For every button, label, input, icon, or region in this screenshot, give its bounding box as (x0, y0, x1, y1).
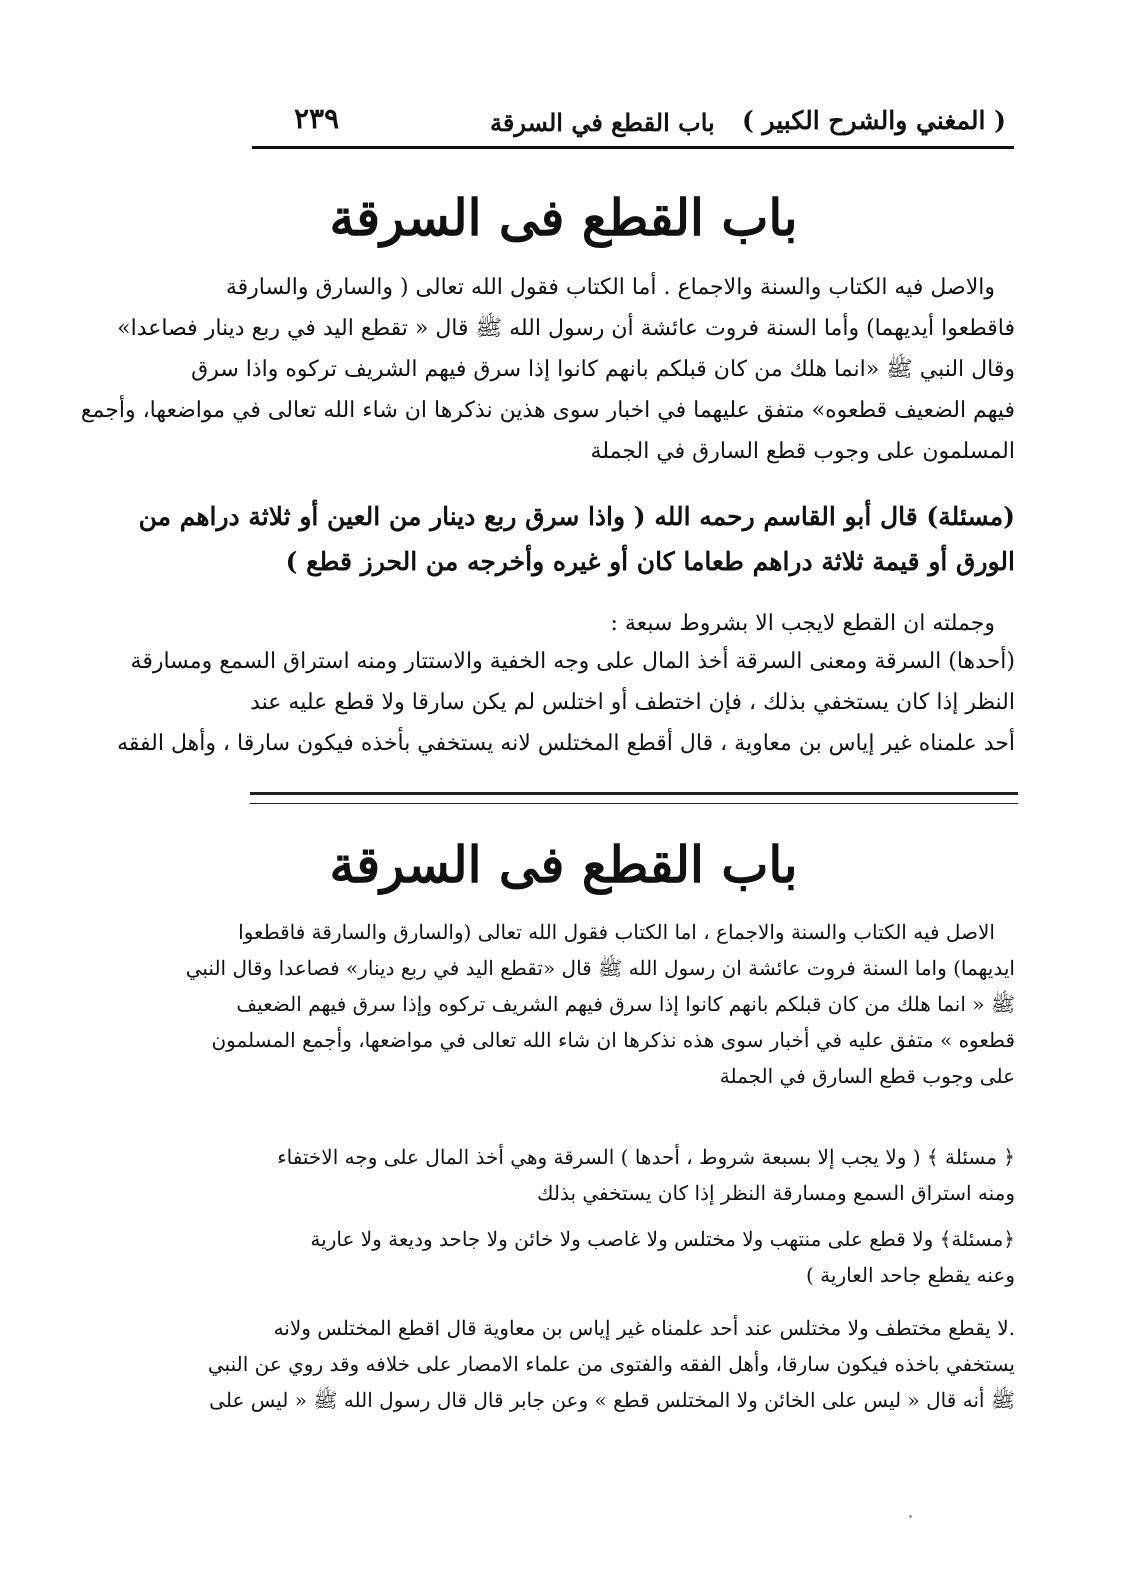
top-intro-line: والاصل فيه الكتاب والسنة والاجماع . أما الكتاب فقول الله تعالى ( والسارق والسارقة (225, 275, 995, 300)
bottom-intro-line: ايديهما) واما السنة فروت عائشة ان رسول الله ﷺ قال «تقطع اليد في ربع دينار» فصاعدا وقال النبي (185, 956, 1015, 980)
top-section-title: باب القطع فى السرقة (329, 188, 798, 247)
masala-one-line: ﴿ مسئلة ﴾ ( ولا يجب إلا بسبعة شروط ، أحدها ) السرقة وهي أخذ المال على وجه الاختفاء (277, 1145, 1015, 1169)
top-intro-line: المسلمون على وجوب قطع السارق في الجملة (590, 439, 1015, 464)
conditions-lead-paragraph (247, 603, 1015, 644)
top-masala-line: الورق أو قيمة ثلاثة دراهم طعاما كان أو غيره وأخرجه من الحرز قطع ) (285, 547, 1015, 576)
final-paragraph-line: يستخفي باخذه فيكون سارقا، وأهل الفقه والفتوى من علماء الامصار على خلافه وقد روي عن النبي (207, 1352, 1015, 1376)
chapter-title: باب القطع في السرقة (490, 108, 715, 137)
bottom-intro-line: الاصل فيه الكتاب والسنة والاجماع ، اما الكتاب فقول الله تعالى (والسارق والسارقة فاقطعوا (238, 920, 995, 944)
paper-speck (909, 1515, 912, 1518)
final-paragraph-line: ﷺ أنه قال « ليس على الخائن ولا المختلس قطع » وعن جابر قال قال رسول الله ﷺ « ليس على (209, 1388, 1015, 1412)
book-title: ( المغني والشرح الكبير ) (741, 106, 1006, 135)
masala-two-line: وعنه يقطع جاحد العارية ) (806, 1263, 1015, 1287)
bottom-intro-paragraph (185, 914, 1015, 1094)
section-divider (250, 792, 1018, 804)
bottom-intro-line: ﷺ « انما هلك من كان قبلكم بانهم كانوا إذا سرق فيهم الشريف تركوه وإذا سرق فيهم الضعيف (236, 992, 1015, 1016)
top-masala-bold (138, 494, 1015, 584)
masala-one-line: ومنه استراق السمع ومسارقة النظر إذا كان يستخفي بذلك (537, 1181, 1015, 1205)
running-header (252, 98, 1014, 149)
masala-two-line: ﴿مسئلة﴾ ولا قطع على منتهب ولا مختلس ولا غاصب ولا خائن ولا جاحد وديعة ولا عارية (310, 1227, 1015, 1251)
page-number: ٢٣٩ (294, 102, 340, 135)
top-intro-line: فيهم الضعيف قطعوه» متفق عليهما في اخبار سوى هذين نذكرها ان شاء الله تعالى في مواضعها، وأجمع (80, 398, 1015, 423)
bottom-final-paragraph (207, 1310, 1015, 1418)
first-condition-paragraph (117, 641, 1015, 764)
top-intro-line: فاقطعوا أيديهما) وأما السنة فروت عائشة أن رسول الله ﷺ قال « تقطع اليد في ربع دينار فصاعدا» (117, 316, 1015, 341)
bottom-masala-one (247, 1139, 1015, 1211)
bottom-section-title: باب القطع فى السرقة (329, 835, 798, 894)
bottom-masala-two (247, 1221, 1015, 1293)
final-paragraph-line: .لا يقطع مختطف ولا مختلس عند أحد علمناه غير إياس بن معاوية قال اقطع المختلس ولانه (273, 1316, 1015, 1340)
bottom-intro-line: قطعوه » متفق عليه في أخبار سوى هذه نذكرها ان شاء الله تعالى في مواضعها، وأجمع المسلمون (211, 1028, 1015, 1052)
conditions-lead-line: وجملته ان القطع لايجب الا بشروط سبعة : (610, 611, 995, 636)
first-condition-line: أحد علمناه غير إياس بن معاوية ، قال أقطع المختلس لانه يستخفي بأخذه فيكون سارقا ، وأهل الفقه (117, 731, 1015, 756)
bottom-intro-line: على وجوب قطع السارق في الجملة (719, 1064, 1015, 1088)
first-condition-line: النظر إذا كان يستخفي بذلك ، فإن اختطف أو اختلس لم يكن سارقا ولا قطع عليه عند (250, 690, 1015, 715)
first-condition-line: (أحدها) السرقة ومعنى السرقة أخذ المال على وجه الخفية والاستتار ومنه استراق السمع ومسارقة (130, 649, 1015, 674)
top-intro-line: وقال النبي ﷺ «انما هلك من كان قبلكم بانهم كانوا إذا سرق فيهم الشريف تركوه واذا سرق (191, 357, 1015, 382)
top-masala-line: (مسئلة) قال أبو القاسم رحمه الله ( واذا سرق ربع دينار من العين أو ثلاثة دراهم من (138, 502, 1015, 531)
top-intro-paragraph (80, 267, 1015, 472)
